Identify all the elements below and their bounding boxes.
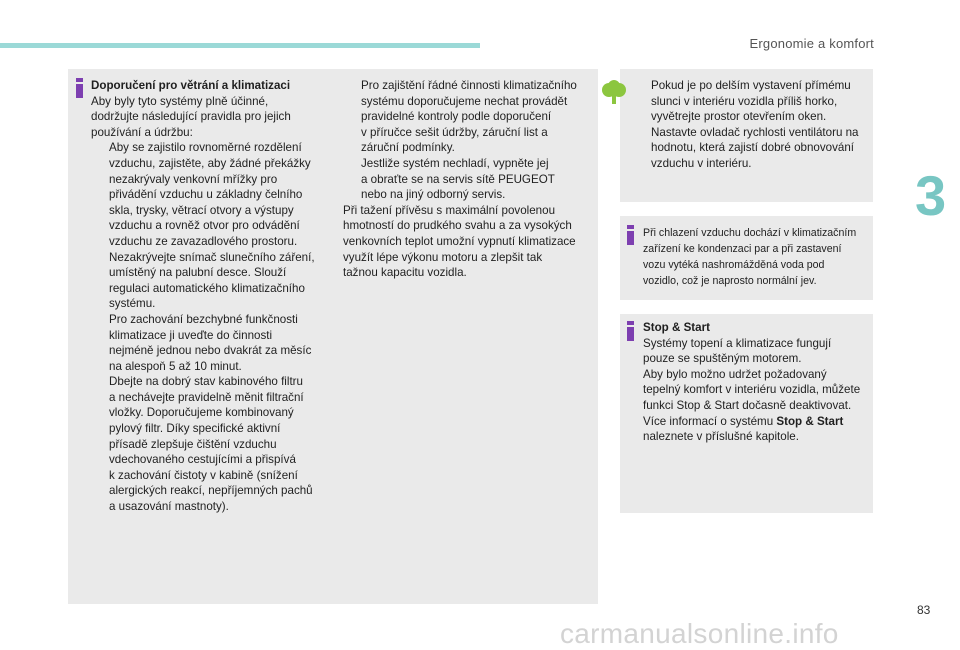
info-line: pouze se spuštěným motorem.	[643, 352, 802, 366]
eco-tip-text	[651, 78, 867, 172]
header-accent-bar	[0, 43, 480, 48]
towing-line: tažnou kapacitu vozidla.	[343, 266, 467, 280]
bullet-line: na alespoň 5 až 10 minut.	[109, 359, 242, 373]
bullet-line: umístěný na palubní desce. Slouží	[109, 266, 287, 280]
bullet-line: nejméně jednou nebo dvakrát za měsíc	[109, 344, 312, 358]
info-text: Více informací o systému	[643, 414, 777, 428]
tip-line: hodnotu, která zajistí dobré obnovování	[651, 141, 855, 155]
info-line	[643, 414, 871, 430]
bullet-line: nezakrývaly venkovní mřížky pro	[109, 172, 278, 186]
section-heading: Doporučení pro větrání a klimatizaci	[91, 79, 291, 92]
intro-line: dodržujte následující pravidla pro jejich	[91, 110, 291, 124]
bullet-line: a usazování mastnoty).	[109, 500, 229, 514]
info-line: tepelný komfort v interiéru vozidla, můžete	[643, 383, 861, 397]
bullet-line: vdechovaného cestujícími a přispívá	[109, 453, 296, 467]
bullet-line: přivádění vzduchu u základny čelního	[109, 188, 303, 202]
info-line: zařízení ke kondenzaci par a při zastavení	[643, 243, 842, 255]
info-line: Při chlazení vzduchu dochází v klimatizačním	[643, 227, 857, 239]
bullet-line: přísadě zlepšuje čištění vzduchu	[109, 437, 277, 451]
bullet-line: skla, trysky, větrací otvory a výstupy	[109, 203, 294, 217]
stop-start-text	[643, 320, 871, 445]
tip-line: vzduchu v interiéru.	[651, 156, 752, 170]
bullet-line: systému.	[109, 297, 156, 311]
stop-start-heading: Stop & Start	[643, 321, 710, 334]
bullet-line: Pro zachování bezchybné funkčnosti	[109, 312, 298, 326]
bullet-line: pravidelné kontroly podle doporučení	[361, 110, 552, 124]
bullet-item	[343, 78, 593, 156]
bullet-line: vzduchu, zajistěte, aby žádné překážky	[109, 156, 311, 170]
bullet-line: regulaci automatického klimatizačního	[109, 281, 305, 295]
bullet-line: a nechávejte pravidelně měnit filtrační	[109, 390, 304, 404]
intro-line: používání a údržbu:	[91, 125, 193, 139]
bullet-line: a obraťte se na servis sítě PEUGEOT	[361, 172, 555, 186]
bullet-line: Jestliže systém nechladí, vypněte jej	[361, 156, 549, 170]
tip-line: Pokud je po delším vystavení přímému	[651, 79, 851, 92]
bullet-line: k zachování čistoty v kabině (snížení	[109, 468, 298, 482]
bullet-item	[91, 374, 331, 514]
tip-line: vyvětrejte prostor otevřením oken.	[651, 110, 827, 124]
info-line: vozidlo, což je naprosto normální jev.	[643, 275, 817, 287]
towing-line: venkovních teplot umožní vypnutí klimatizace	[343, 234, 576, 248]
bullet-line: Dbejte na dobrý stav kabinového filtru	[109, 375, 303, 389]
main-column-right	[343, 78, 593, 281]
tip-line: slunci v interiéru vozidla příliš horko,	[651, 94, 838, 108]
info-line: Aby bylo možno udržet požadovaný	[643, 367, 827, 381]
info-line: vozu vytéká nashromážděná voda pod	[643, 259, 825, 271]
bullet-line: alergických reakcí, nepříjemných pachů	[109, 484, 313, 498]
watermark: carmanualsonline.info	[560, 618, 839, 649]
bullet-line: pylový filtr. Díky specifické aktivní	[109, 422, 281, 436]
page-number: 83	[917, 603, 931, 617]
tip-line: Nastavte ovladač rychlosti ventilátoru na	[651, 125, 859, 139]
chapter-number: 3	[915, 164, 947, 227]
bullet-line: Aby se zajistilo rovnoměrné rozdělení	[109, 141, 302, 155]
info-line: naleznete v příslušné kapitole.	[643, 430, 799, 444]
towing-line: využít lépe výkonu motoru a zlepšit tak	[343, 250, 543, 264]
bullet-line: záruční podmínky.	[361, 141, 455, 155]
bullet-line: Nezakrývejte snímač slunečního záření,	[109, 250, 315, 264]
bullet-item	[91, 312, 331, 374]
main-column-left	[91, 78, 331, 515]
bullet-line: vložky. Doporučujeme kombinovaný	[109, 406, 294, 420]
bullet-line: vzduchu a rovněž otvor pro odvádění	[109, 219, 300, 233]
bullet-item	[343, 156, 593, 203]
bullet-item	[91, 250, 331, 312]
bullet-line: systému doporučujeme nechat provádět	[361, 94, 568, 108]
info-icon	[627, 225, 634, 245]
bullet-line: vzduchu ze zavazadlového prostoru.	[109, 234, 298, 248]
bullet-line: v příručce sešit údržby, záruční list a	[361, 125, 548, 139]
info-line: funkci Stop & Start dočasně deaktivovat.	[643, 398, 852, 412]
page-header-title: Ergonomie a komfort	[749, 36, 874, 51]
towing-line: hmotností do prudkého svahu a za vysokých	[343, 219, 572, 233]
bullet-item	[91, 140, 331, 249]
towing-line: Při tažení přívěsu s maximální povolenou	[343, 203, 556, 217]
stop-start-reference: Stop & Start	[776, 414, 844, 428]
bullet-line: klimatizace ji uveďte do činnosti	[109, 328, 273, 342]
intro-line: Aby byly tyto systémy plně účinné,	[91, 94, 269, 108]
eco-tree-icon	[598, 80, 630, 104]
info-icon	[76, 78, 83, 98]
info-icon	[627, 321, 634, 341]
condensation-text	[643, 225, 871, 289]
info-line: Systémy topení a klimatizace fungují	[643, 336, 832, 350]
bullet-line: nebo na jiný odborný servis.	[361, 188, 506, 202]
bullet-line: Pro zajištění řádné činnosti klimatizačního	[361, 79, 577, 92]
